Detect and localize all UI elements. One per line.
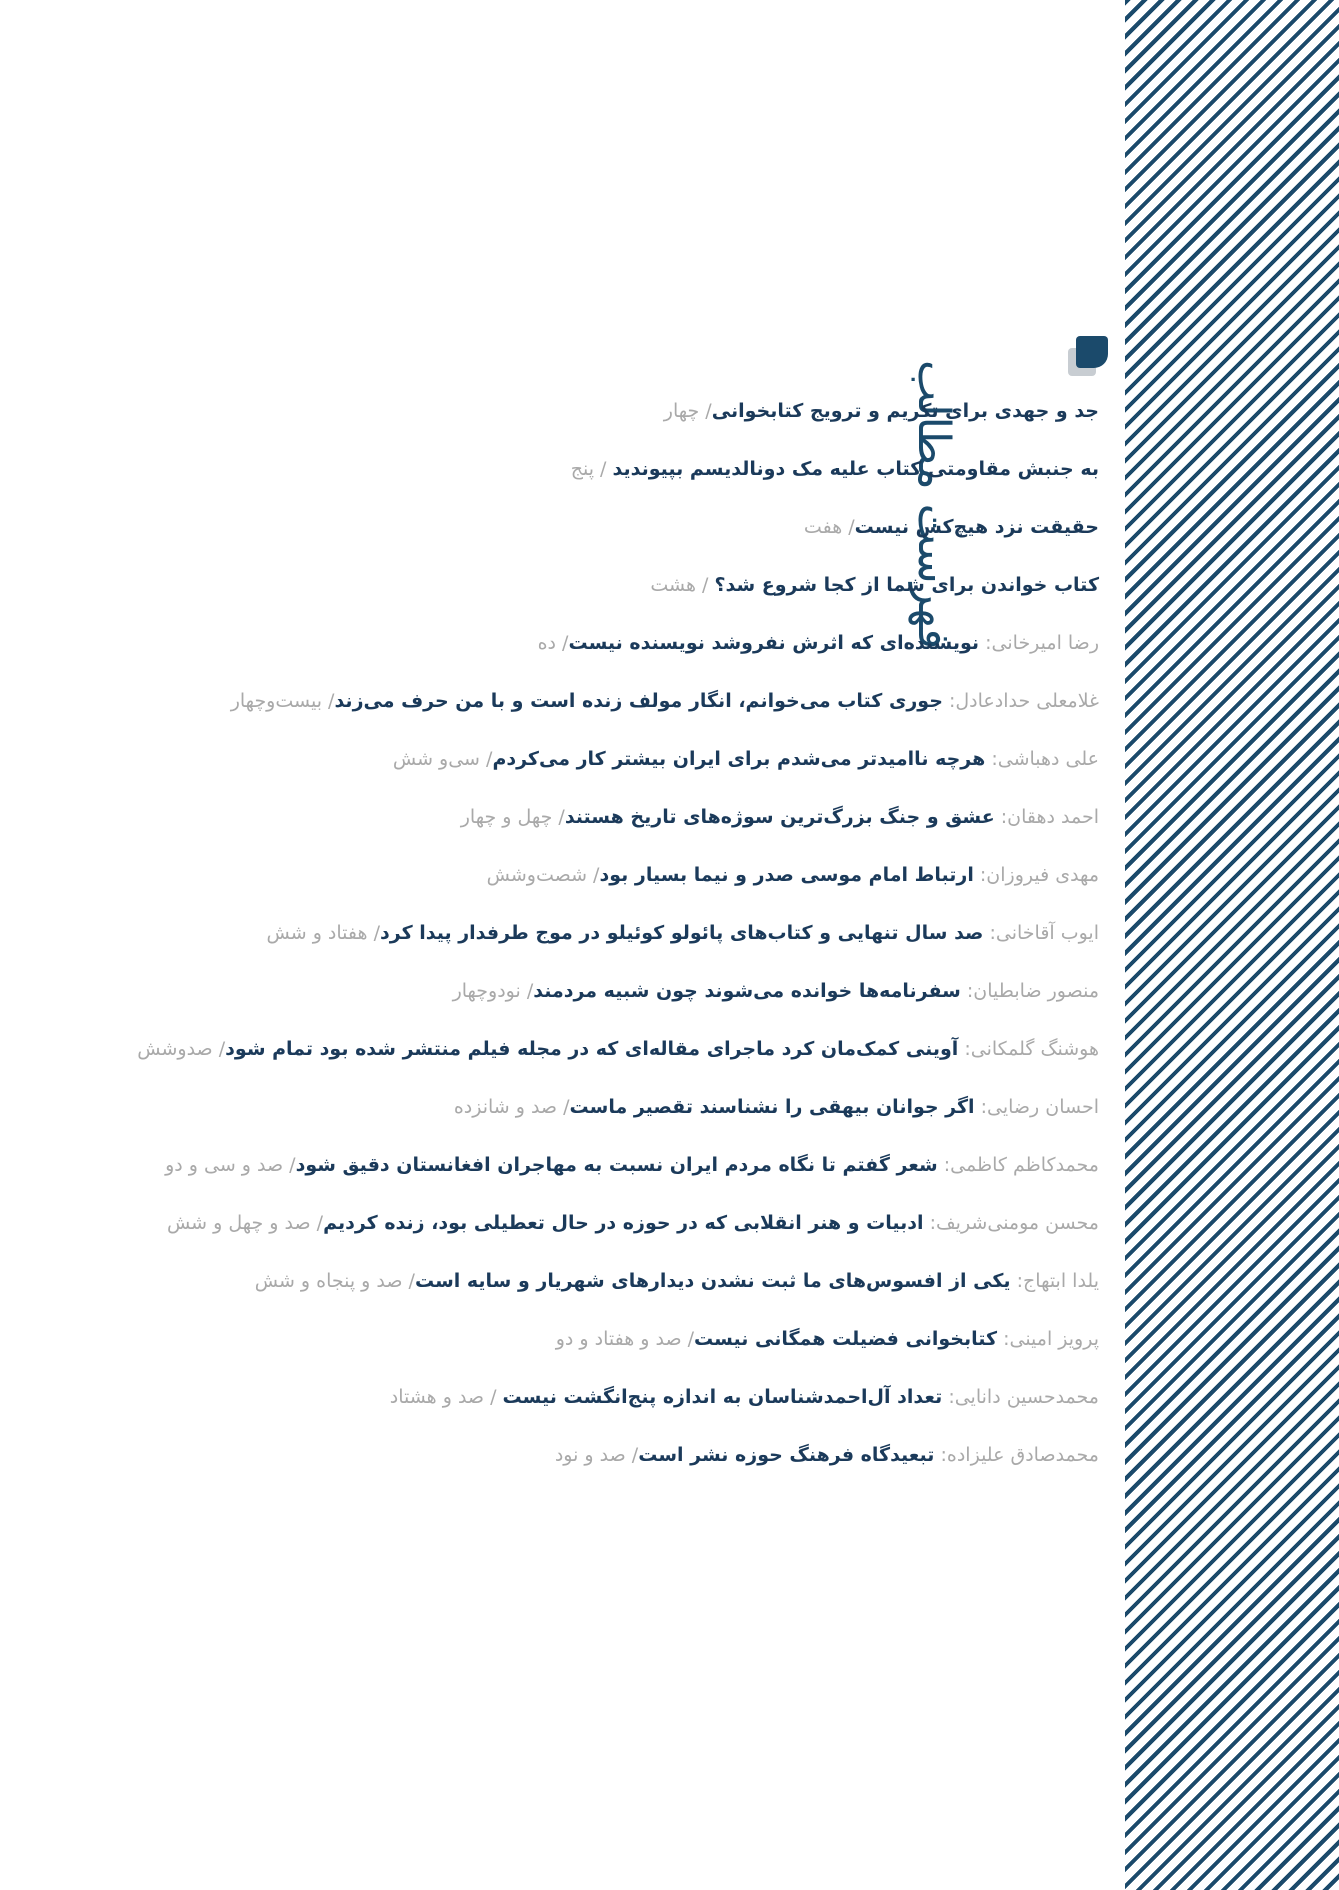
toc-page-number: صد و پنجاه و شش xyxy=(254,1270,403,1292)
toc-page-number: سی‌و شش xyxy=(392,748,480,770)
toc-entry[interactable] xyxy=(49,682,1099,740)
toc-headline: صد سال تنهایی و کتاب‌های پائولو کوئیلو در موج طرفدار پیدا کرد xyxy=(380,922,984,944)
toc-page-number: صد و شانزده xyxy=(453,1096,558,1118)
toc-headline: تعداد آل‌احمدشناسان به اندازه پنج‌انگشت نیست xyxy=(502,1386,943,1408)
toc-entry[interactable] xyxy=(49,508,1099,566)
toc-headline: سفرنامه‌ها خوانده می‌شوند چون شبیه مردمند xyxy=(533,980,961,1002)
toc-separator: / xyxy=(402,1270,415,1292)
toc-entry[interactable] xyxy=(49,914,1099,972)
striped-side-band xyxy=(1125,0,1339,1890)
toc-entry[interactable] xyxy=(49,1436,1099,1494)
toc-entry[interactable] xyxy=(49,450,1099,508)
toc-headline: هرچه ناامیدتر می‌شدم برای ایران بیشتر کار می‌کردم xyxy=(492,748,986,770)
toc-separator: / xyxy=(699,400,712,422)
toc-separator: / xyxy=(367,922,380,944)
toc-page-number: شصت‌وشش xyxy=(486,864,588,886)
table-of-contents xyxy=(49,392,1099,1494)
toc-separator: / xyxy=(594,458,613,480)
toc-author: هوشنگ گلمکانی: xyxy=(964,1038,1099,1060)
toc-page-number: چهل و چهار xyxy=(460,806,553,828)
toc-headline: جد و جهدی برای تکریم و ترویج کتابخوانی xyxy=(711,400,1099,422)
toc-author: محمدکاظم کاظمی: xyxy=(943,1154,1099,1176)
toc-author: منصور ضابطیان: xyxy=(966,980,1099,1002)
toc-separator: / xyxy=(681,1328,695,1350)
toc-entry[interactable] xyxy=(49,1088,1099,1146)
toc-separator: / xyxy=(557,1096,570,1118)
toc-page-number: صدوشش xyxy=(137,1038,213,1060)
toc-page-number: چهار xyxy=(663,400,700,422)
toc-headline: به جنبش مقاومتی کتاب علیه مک دونالدیسم بپیوندید xyxy=(612,458,1099,480)
toc-entry[interactable] xyxy=(49,566,1099,624)
toc-separator: / xyxy=(556,632,569,654)
toc-entry[interactable] xyxy=(49,1146,1099,1204)
toc-headline: ادبیات و هنر انقلابی که در حوزه در حال تعطیلی بود، زنده کردیم xyxy=(323,1212,924,1234)
toc-page-number: هفتاد و شش xyxy=(266,922,368,944)
toc-headline: کتابخوانی فضیلت همگانی نیست xyxy=(694,1328,998,1350)
toc-headline: ارتباط امام موسی صدر و نیما بسیار بود xyxy=(599,864,974,886)
toc-separator: / xyxy=(842,516,855,538)
toc-author: پرویز امینی: xyxy=(1003,1328,1099,1350)
toc-author: محمدصادق علیزاده: xyxy=(940,1444,1099,1466)
toc-entry[interactable] xyxy=(49,1030,1099,1088)
toc-separator: / xyxy=(695,574,715,596)
toc-headline: آوینی کمک‌مان کرد ماجرای مقاله‌ای که در مجله فیلم منتشر شده بود تمام شود xyxy=(225,1038,959,1060)
toc-separator: / xyxy=(479,748,493,770)
toc-entry[interactable] xyxy=(49,798,1099,856)
toc-headline: تبعیدگاه فرهنگ حوزه نشر است xyxy=(638,1444,935,1466)
toc-author: غلامعلی حدادعادل: xyxy=(948,690,1099,712)
toc-author: ایوب آقاخانی: xyxy=(989,922,1099,944)
toc-separator: / xyxy=(322,690,335,712)
toc-entry[interactable] xyxy=(49,1262,1099,1320)
toc-entry[interactable] xyxy=(49,392,1099,450)
toc-entry[interactable] xyxy=(49,972,1099,1030)
toc-headline: عشق و جنگ بزرگ‌ترین سوژه‌های تاریخ هستند xyxy=(564,806,995,828)
toc-entry[interactable] xyxy=(49,624,1099,682)
toc-page-number: پنج xyxy=(570,458,595,480)
toc-headline: شعر گفتم تا نگاه مردم ایران نسبت به مهاجران افغانستان دقیق شود xyxy=(295,1154,938,1176)
toc-headline: جوری کتاب می‌خوانم، انگار مولف زنده است و با من حرف می‌زند xyxy=(334,690,943,712)
toc-entry[interactable] xyxy=(49,1320,1099,1378)
toc-page-number: صد و سی و دو xyxy=(165,1154,284,1176)
toc-separator: / xyxy=(625,1444,639,1466)
toc-author: محسن مومنی‌شریف: xyxy=(929,1212,1099,1234)
toc-author: رضا امیرخانی: xyxy=(985,632,1099,654)
toc-separator: / xyxy=(484,1386,503,1408)
toc-entry[interactable] xyxy=(49,1204,1099,1262)
toc-separator: / xyxy=(212,1038,226,1060)
toc-separator: / xyxy=(520,980,534,1002)
toc-separator: / xyxy=(552,806,565,828)
toc-author: احمد دهقان: xyxy=(1000,806,1099,828)
toc-page-number: صد و هشتاد xyxy=(389,1386,485,1408)
toc-author: علی دهباشی: xyxy=(991,748,1099,770)
toc-page-number: بیست‌وچهار xyxy=(230,690,322,712)
toc-page-number: ده xyxy=(537,632,556,654)
toc-entry[interactable] xyxy=(49,1378,1099,1436)
toc-page-number: نود‌وچهار xyxy=(452,980,521,1002)
toc-page-number: صد و چهل و شش xyxy=(166,1212,311,1234)
toc-separator: / xyxy=(310,1212,324,1234)
page-title: فهرست مطالب xyxy=(908,360,959,650)
title-marker-icon xyxy=(1068,336,1108,376)
toc-separator: / xyxy=(283,1154,296,1176)
toc-headline: یکی از افسوس‌های ما ثبت نشدن دیدارهای شهریار و سایه است xyxy=(414,1270,1011,1292)
toc-page-number: صد و نود xyxy=(554,1444,626,1466)
toc-page-number: صد و هفتاد و دو xyxy=(555,1328,682,1350)
toc-separator: / xyxy=(587,864,600,886)
toc-page-number: هفت xyxy=(803,516,843,538)
toc-headline: اگر جوانان بیهقی را نشناسند تقصیر ماست xyxy=(569,1096,975,1118)
toc-author: یلدا ابتهاج: xyxy=(1016,1270,1099,1292)
toc-headline: نویسنده‌ای که اثرش نفروشد نویسنده نیست xyxy=(568,632,980,654)
toc-page-number: هشت xyxy=(650,574,696,596)
toc-headline: کتاب خواندن برای شما از کجا شروع شد؟ xyxy=(714,574,1099,596)
toc-entry[interactable] xyxy=(49,856,1099,914)
toc-author: محمدحسین دانایی: xyxy=(948,1386,1099,1408)
toc-author: مهدی فیروزان: xyxy=(979,864,1099,886)
toc-entry[interactable] xyxy=(49,740,1099,798)
toc-author: احسان رضایی: xyxy=(980,1096,1099,1118)
marker-dark-square xyxy=(1076,336,1108,368)
toc-headline: حقیقت نزد هیچ‌کس نیست xyxy=(854,516,1099,538)
